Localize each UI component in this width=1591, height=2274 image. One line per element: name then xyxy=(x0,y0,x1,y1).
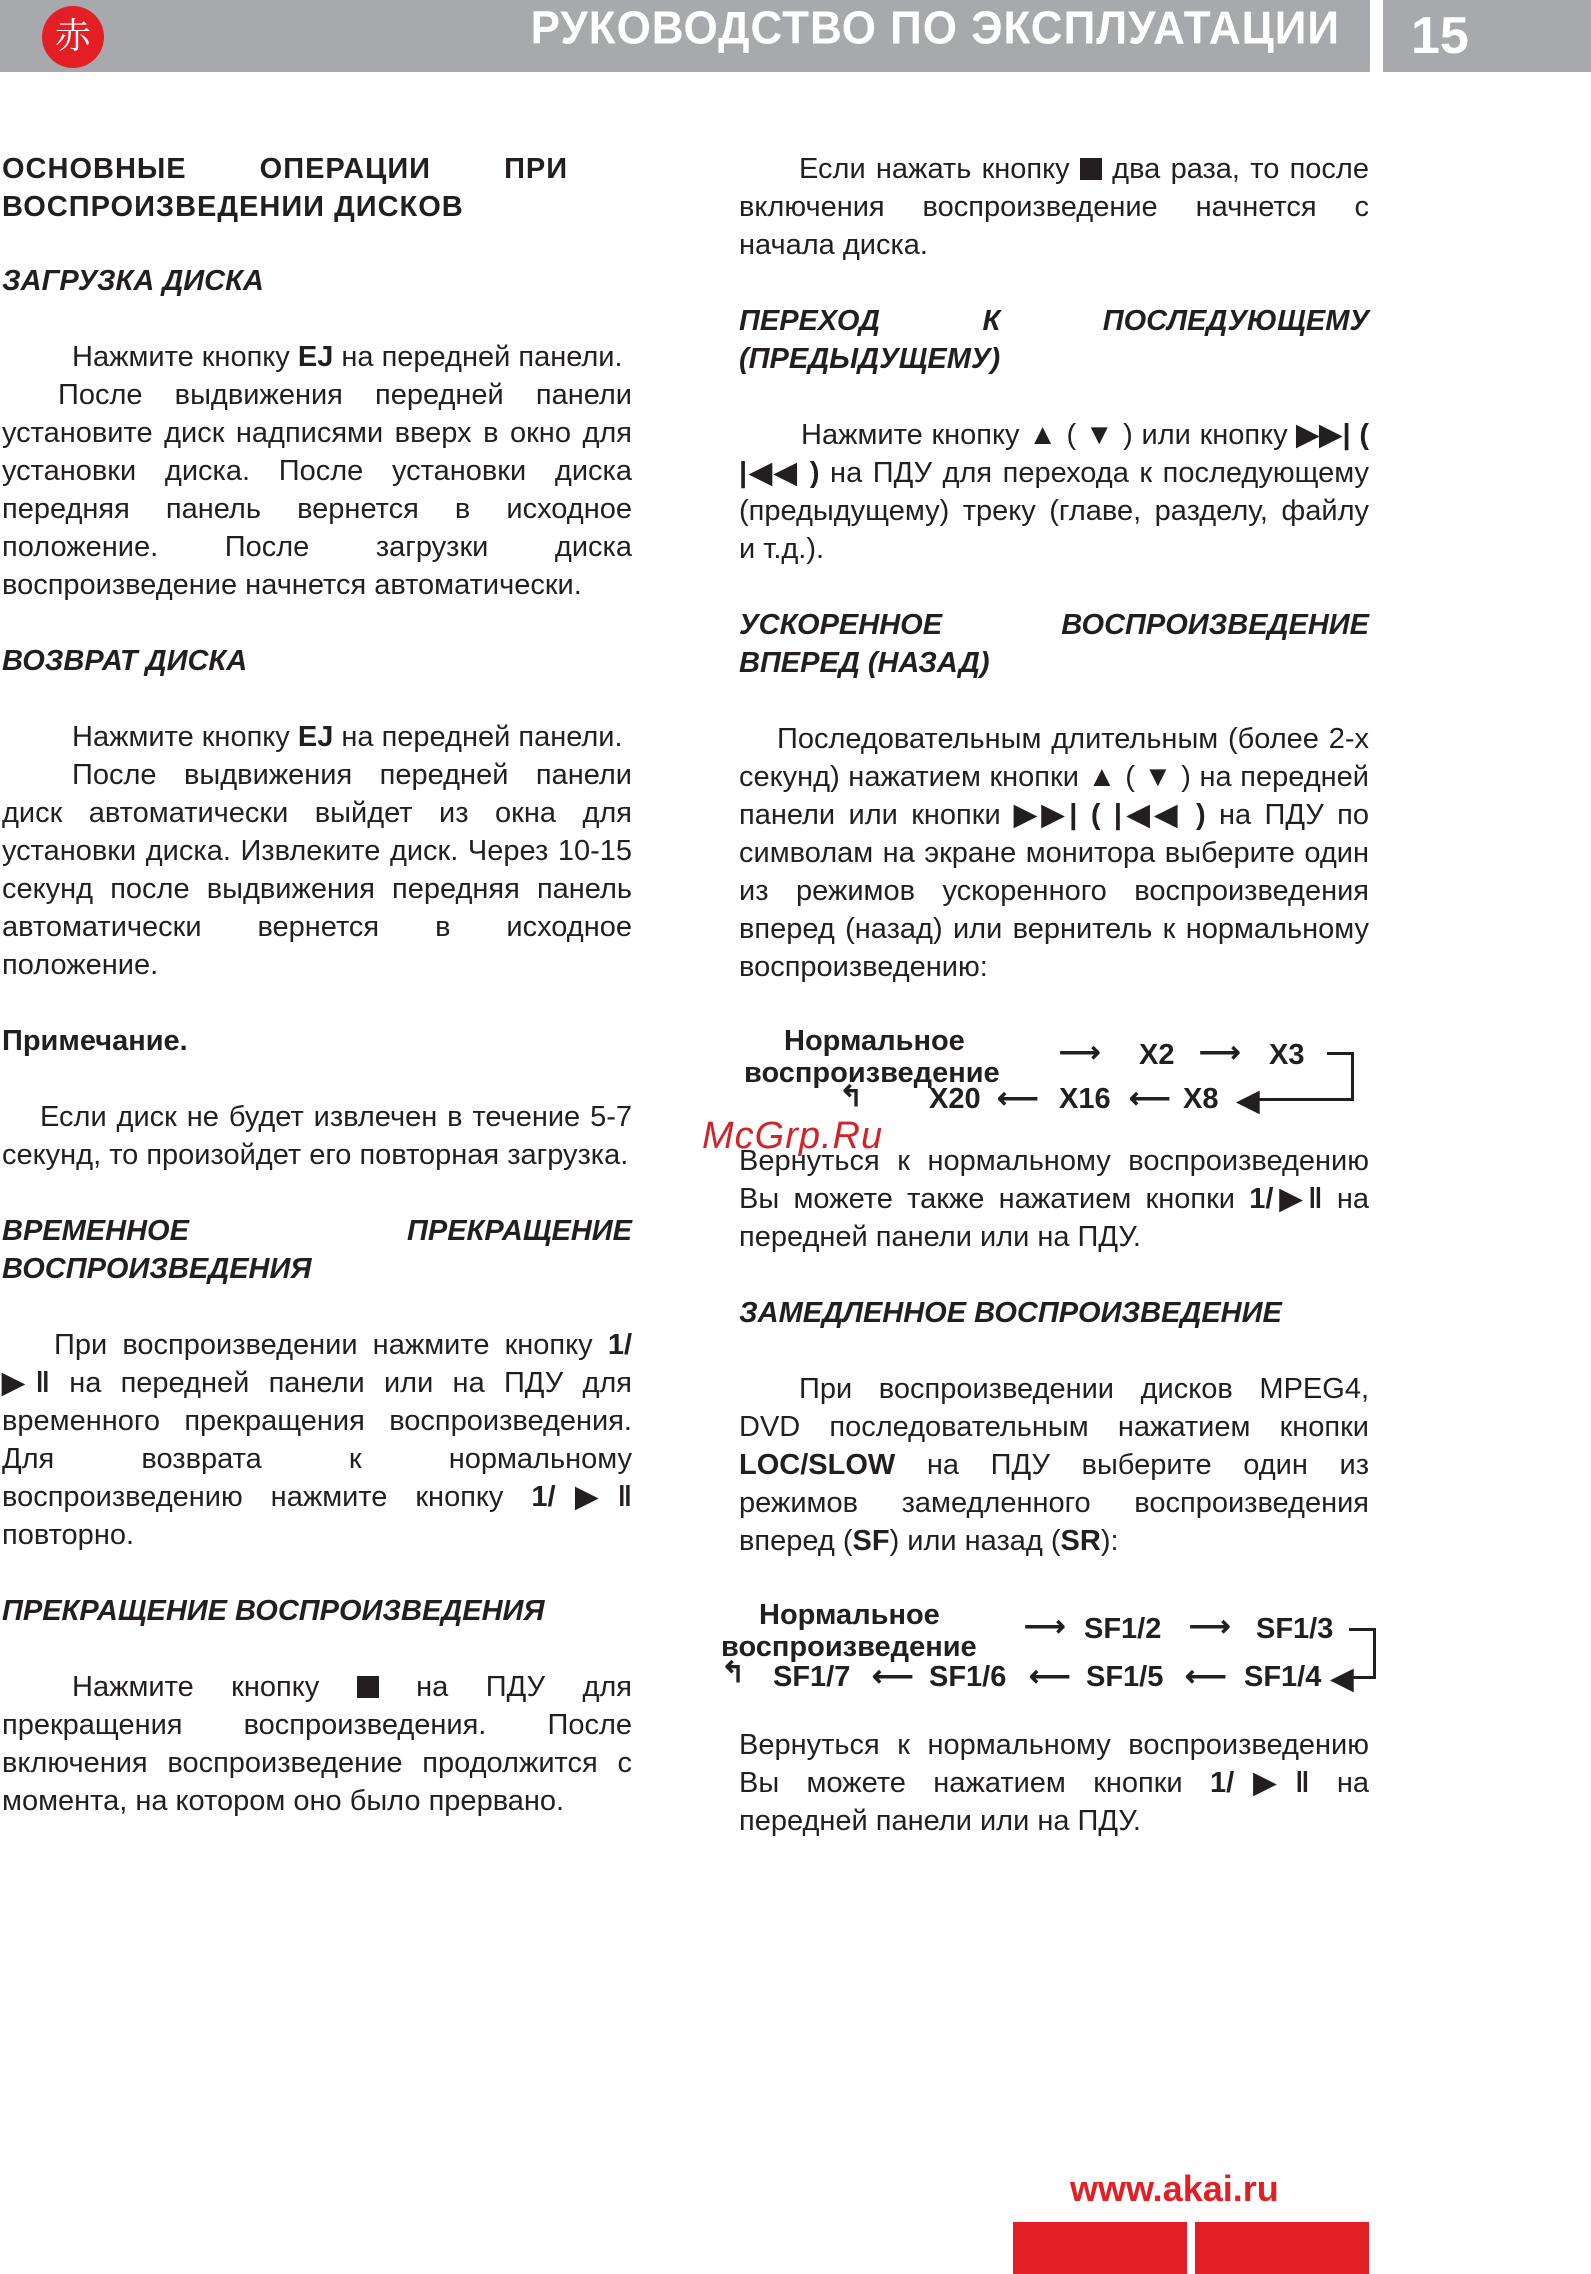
left-column xyxy=(2,150,632,1820)
return-arrow-icon: ↰ xyxy=(839,1081,864,1113)
up-down-icon: ▲ ( ▼ ) xyxy=(1087,761,1191,793)
play-pause-icon: ▶‖ xyxy=(1273,1183,1323,1215)
arrow-left-icon: ◀ xyxy=(1331,1663,1354,1695)
play-pause-icon: ▶‖ xyxy=(2,1367,50,1399)
arrow-right-icon: ⟶ xyxy=(1059,1037,1101,1069)
ff-return-paragraph: Вернуться к нормальному воспроизведению Вы можете также нажатием кнопки 1/▶‖ на передней панели или на ПДУ. xyxy=(739,1145,1370,1253)
arrow-left-icon: ⟵ xyxy=(872,1661,914,1693)
page-title: РУКОВОДСТВО ПО ЭКСПЛУАТАЦИИ xyxy=(530,2,1340,55)
page-number-box xyxy=(1383,0,1591,72)
stop2-paragraph: Если нажать кнопку два раза, то после включения воспроизведение начнется с начала диска. xyxy=(739,153,1369,261)
page-number: 15 xyxy=(1411,7,1469,65)
section-heading-pause: ВРЕМЕННОЕ ПРЕКРАЩЕНИЕ ВОСПРОИЗВЕДЕНИЯ xyxy=(2,1215,632,1285)
up-down-icon: ▲ ( ▼ ) xyxy=(1028,419,1133,451)
eject-paragraph-2: После выдвижения передней панели диск автоматически выйдет из окна для установки диска. Извлеките диск. Через 10-15 секунд после выдвижения передняя панель автоматически вернется в исходное положение. xyxy=(2,759,632,981)
load-paragraph-1: Нажмите кнопку EJ на передней панели. xyxy=(72,341,623,373)
section-heading-next: ПЕРЕХОД К ПОСЛЕДУЮЩЕМУ (ПРЕДЫДУЩЕМУ) xyxy=(739,305,1369,375)
section-heading-slow: ЗАМЕДЛЕННОЕ ВОСПРОИЗВЕДЕНИЕ xyxy=(739,1297,1282,1329)
arrow-left-icon: ⟵ xyxy=(1129,1083,1171,1115)
footer-url[interactable]: www.akai.ru xyxy=(1070,2168,1279,2209)
arrow-left-icon: ◀ xyxy=(1237,1085,1260,1117)
arrow-left-icon: ⟵ xyxy=(1029,1661,1071,1693)
watermark: McGrp.Ru xyxy=(702,1115,884,1157)
play-pause-icon: ▶‖ xyxy=(1234,1767,1310,1799)
right-column xyxy=(721,150,1370,1840)
slow-speed-diagram: Нормальное воспроизведение ⟶ SF1/2 ⟶ SF1/3 ◀ SF1/4 ⟵ SF1/5 ⟵ SF1/6 ⟵ SF1/7 ↰ xyxy=(739,1596,1369,1726)
section-heading-ff: УСКОРЕННОЕ ВОСПРОИЗВЕДЕНИЕ ВПЕРЕД (НАЗАД) xyxy=(739,609,1369,679)
ff-speed-diagram: Нормальное воспроизведение ⟶ X2 ⟶ X3 ◀ X8 ⟵ X16 ⟵ X20 ↰ xyxy=(739,1022,1369,1142)
arrow-left-icon: ⟵ xyxy=(1185,1661,1227,1693)
ff-paragraph: Последовательным длительным (более 2-х секунд) нажатием кнопки ▲ ( ▼ ) на передней панели или кнопки ▶▶| ( |◀◀ ) на ПДУ по символам на экране монитора выберите один из режимов ускоренного воспроизведения вперед (назад) или вернитель к нормальному воспроизведению: xyxy=(739,723,1369,983)
footer-bar-right xyxy=(1195,2222,1369,2274)
arrow-right-icon: ⟶ xyxy=(1024,1611,1066,1643)
section-heading-stop: ПРЕКРАЩЕНИЕ ВОСПРОИЗВЕДЕНИЯ xyxy=(2,1595,545,1627)
arrow-right-icon: ⟶ xyxy=(1189,1611,1231,1643)
footer-bar-left xyxy=(1013,2222,1187,2274)
note-heading: Примечание. xyxy=(2,1025,188,1057)
next-paragraph: Нажмите кнопку ▲ ( ▼ ) или кнопку ▶▶| ( |◀◀ ) на ПДУ для перехода к последующему (предыдущему) треку (главе, разделу, файлу и т.д.). xyxy=(739,419,1370,565)
arrow-right-icon: ⟶ xyxy=(1199,1037,1241,1069)
main-heading-line2: ВОСПРОИЗВЕДЕНИИ ДИСКОВ xyxy=(2,191,464,223)
next-prev-icon: ▶▶| ( |◀◀ ) xyxy=(1014,799,1206,831)
note-paragraph: Если диск не будет извлечен в течение 5-7 секунд, то произойдет его повторная загрузка. xyxy=(2,1101,632,1171)
akai-logo: 赤 xyxy=(42,6,104,68)
load-paragraph-2: После выдвижения передней панели установите диск надписями вверх в окно для установки диска. После установки диска передняя панель вернется в исходное положение. После загрузки диска воспроизведение начнется автоматически. xyxy=(2,379,632,601)
header-bar xyxy=(0,0,1370,72)
section-heading-eject: ВОЗВРАТ ДИСКА xyxy=(2,645,248,677)
arrow-left-icon: ⟵ xyxy=(997,1083,1039,1115)
eject-paragraph-1: Нажмите кнопку EJ на передней панели. xyxy=(72,721,623,753)
stop-icon xyxy=(1080,158,1102,180)
pause-paragraph: При воспроизведении нажмите кнопку 1/▶‖ на передней панели или на ПДУ для временного прекращения воспроизведения. Для возврата к нормальному воспроизведению нажмите кнопку 1/▶‖ повторно. xyxy=(2,1329,632,1551)
stop-paragraph: Нажмите кнопку на ПДУ для прекращения воспроизведения. После включения воспроизведение продолжится с момента, на котором оно было прервано. xyxy=(2,1671,633,1817)
return-arrow-icon: ↰ xyxy=(721,1657,746,1689)
slow-return-paragraph: Вернуться к нормальному воспроизведению Вы можете нажатием кнопки 1/▶‖ на передней панели или на ПДУ. xyxy=(739,1729,1370,1837)
next-prev-icon: ▶▶| ( |◀◀ ) xyxy=(739,419,1369,489)
section-heading-load: ЗАГРУЗКА ДИСКА xyxy=(2,265,264,297)
slow-paragraph: При воспроизведении дисков MPEG4, DVD последовательным нажатием кнопки LOC/SLOW на ПДУ выберите один из режимов замедленного воспроизведения вперед (SF) или назад (SR): xyxy=(739,1373,1369,1557)
play-pause-icon: ▶‖ xyxy=(555,1481,632,1513)
main-heading-line1: ОСНОВНЫЕ ОПЕРАЦИИ ПРИ xyxy=(2,153,569,185)
stop-icon xyxy=(357,1676,379,1698)
